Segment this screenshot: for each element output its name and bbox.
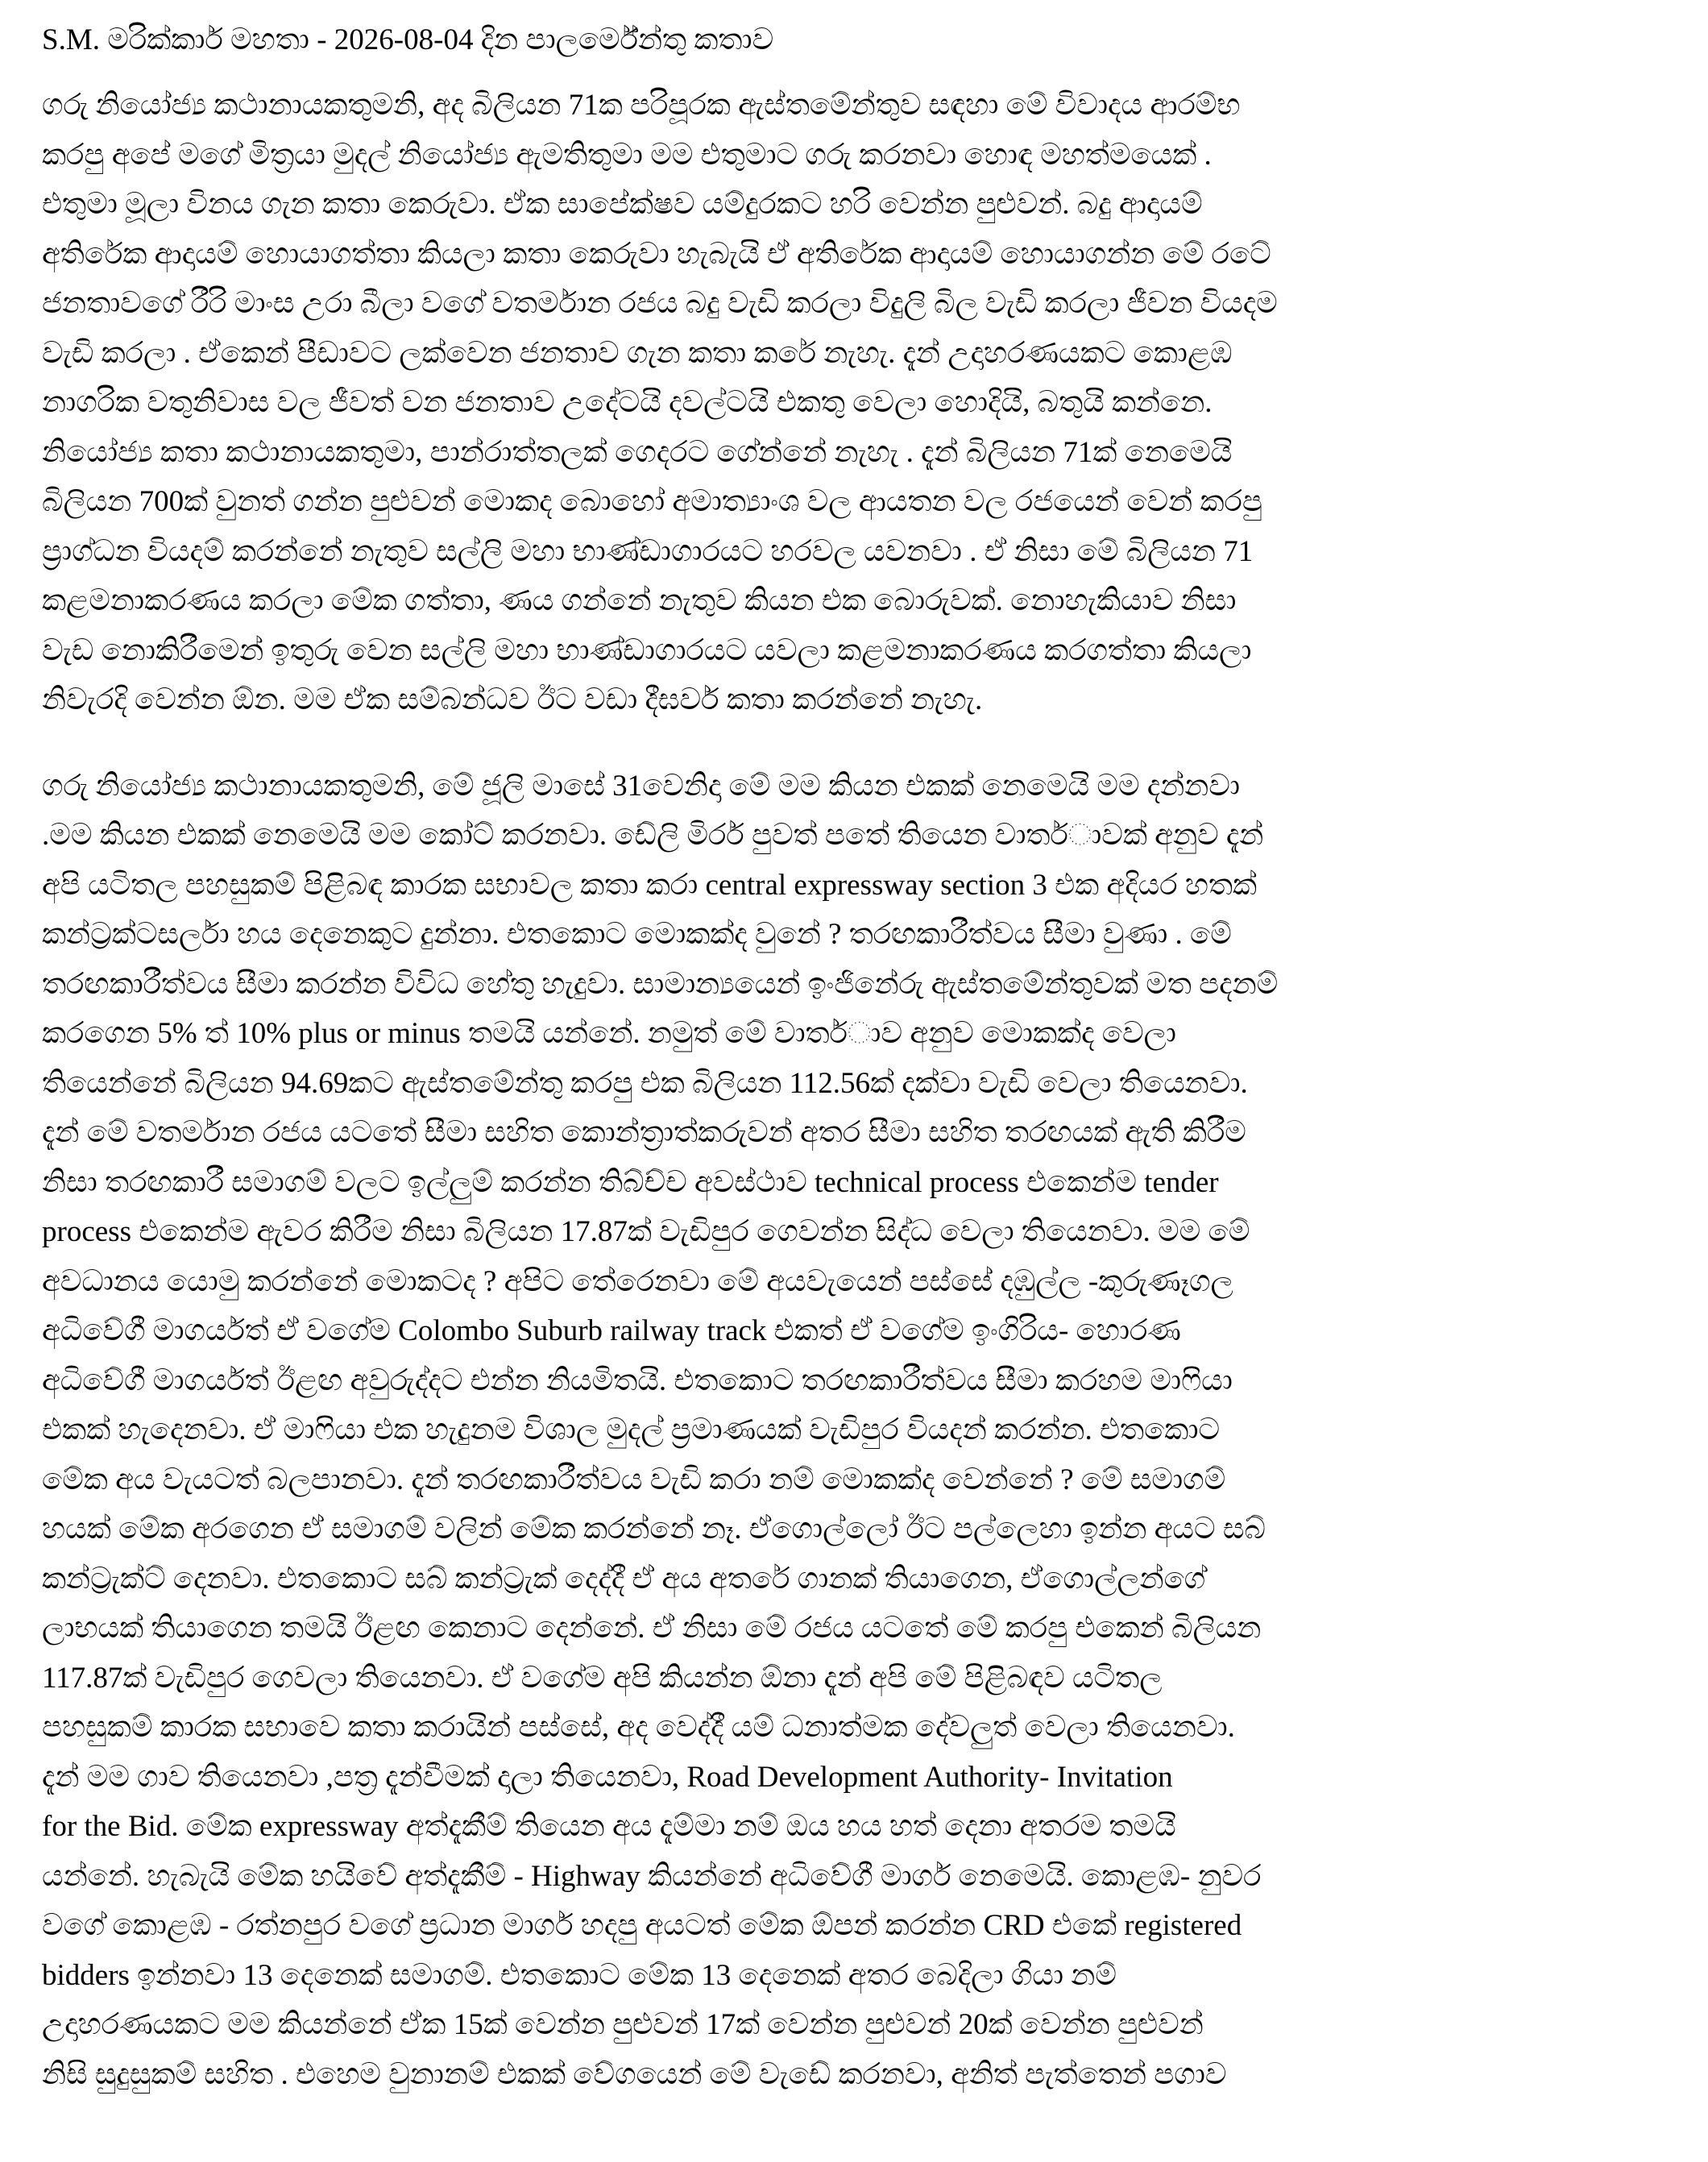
- paragraph-line: හයක් මේක අරගෙන ඒ සමාගම් වලින් මේක කරන්නේ නෑ. ඒගොල්ලෝ ඊට පල්ලෙහා ඉන්න අයට සබ්: [42, 1513, 1266, 1546]
- paragraph-line: bidders ඉන්නවා 13 දෙනෙක් සමාගම්. එතකොට මේක 13 දෙනෙක් අතර බෙදිලා ගියා නම්: [42, 1958, 1117, 1992]
- paragraph-line: කරගෙන 5% ත් 10% plus or minus තමයි යන්නේ. නමුත් මේ වාතර්ාව අනුව මොකක්ද වෙලා: [42, 1017, 1176, 1050]
- paragraph-line: කළමනාකරණය කරලා මේක ගත්තා, ණය ගන්නේ නැතුව කියන එක බොරුවක්. නොහැකියාව නිසා: [42, 584, 1237, 617]
- paragraph-line: වැඩි කරලා . ඒකෙන් පීඩාවට ලක්වෙන ජනතාව ගැන කතා කරේ නැහැ. දැන් උදාහරණයකට කොළඹ: [42, 336, 1233, 370]
- paragraph-line: 117.87ක් වැඩිපුර ගෙවලා තියෙනවා. ඒ වගේම අපි කියන්න ඕනා දැන් අපි මේ පිළිබඳව යටිතල: [42, 1661, 1163, 1695]
- paragraph-line: මේක අය වැයටත් බලපානවා. දැන් තරඟකාරීත්වය වැඩි කරා නම් මොකක්ද වෙන්නේ ? මේ සමාගම්: [42, 1463, 1226, 1496]
- paragraph-line: පහසුකම් කාරක සභාවෙ කතා කරායින් පස්සේ, අද වෙද්දී යම් ධනාත්මක දේවලුත් වෙලා තියෙනවා.: [42, 1711, 1235, 1744]
- paragraph-line: දැන් මම ගාව තියෙනවා ,පත්‍ර දැන්වීමක් දාලා තියෙනවා, Road Development Authority- Invitation: [42, 1760, 1173, 1794]
- paragraph-line: අධිවේගී මාගර්යත් ඒ වගේම Colombo Suburb railway track එකත් ඒ වගේම ඉංගිරිය- හොරණ: [42, 1314, 1181, 1347]
- paragraph-line: අවධානය යොමු කරන්නේ මොකටද ? අපිට තේරෙනවා මේ අයවැයෙන් පස්සේ දඹුල්ල -කුරුණෑගල: [42, 1264, 1233, 1298]
- paragraph-line: නිසි සුදුසුකම් සහිත . එහෙම වුනානම් එකක් වේගයෙන් මේ වැඩේ කරනවා, අනිත් පැත්තෙන් පගාව: [42, 2057, 1227, 2091]
- paragraph-line: වැඩ නොකිරීමෙන් ඉතුරු වෙන සල්ලි මහා භාණ්ඩාගාරයට යවලා කළමනාකරණය කරගත්තා කියලා: [42, 633, 1252, 667]
- paragraph-line: ලාභයක් තියාගෙන තමයි ඊළඟ කෙනාට දෙන්නේ. ඒ නිසා මේ රජය යටතේ මේ කරපු එකෙන් බිලියන: [42, 1612, 1262, 1645]
- paragraph-2: [42, 761, 1660, 2100]
- paragraph-line: බිලියන 700ක් වුනත් ගන්න පුළුවන් මොකද බොහෝ අමාත්‍යාංශ වල ආයතන වල රජයෙන් වෙන් කරපු: [42, 485, 1262, 518]
- paragraph-line: for the Bid. මේක expressway අත්දැකීම් තියෙන අය දැම්මා නම් ඔය හය හත් දෙනා අතරම තමයි: [42, 1810, 1176, 1843]
- paragraph-line: .මම කියන එකක් නෙමෙයි මම කෝට් කරනවා. ඩේලි මිරර් පුවත් පතේ තියෙන වාතර්ාවක් අනුව දැන්: [42, 819, 1264, 852]
- paragraph-line: අධිවේගී මාගර්යත් ඊළඟ අවුරුද්දට එන්න නියමිතයි. එතකොට තරඟකාරීත්වය සීමා කරහම මාෆියා: [42, 1363, 1233, 1397]
- paragraph-line: කරපු අපේ මගේ මිත්‍රයා මුදල් නියෝජ්‍ය ඇමතිතුමා මම එතුමාට ගරු කරනවා හොඳ මහත්මයෙක් .: [42, 138, 1212, 172]
- paragraph-line: කන්ට්‍රක්ටසර්ලා හය දෙනෙකුට දුන්නා. එතකොට මොකක්ද වුනේ ? තරඟකාරීත්වය සීමා වුණා . මේ: [42, 918, 1232, 951]
- paragraph-line: process එකෙන්ම ඇවර කිරීම නිසා බිලියන 17.87ක් වැඩිපුර ගෙවන්න සිද්ධ වෙලා තියෙනවා. මම මේ: [42, 1215, 1250, 1248]
- paragraph-1: [42, 81, 1660, 725]
- paragraph-line: නිසා තරඟකාරී සමාගම් වලට ඉල්ලුම් කරන්න තිබ්ච්ච අවස්ථාව technical process එකෙන්ම tender: [42, 1165, 1219, 1199]
- paragraph-line: එතුමා මූලා විනය ගැන කතා කෙරුවා. ඒක සාපේක්ෂව යම්දුරකට හරි වෙන්න පුළුවන්. බදු ආදායම්: [42, 188, 1203, 221]
- paragraph-line: එකක් හැදෙනවා. ඒ මාෆියා එක හැදුනම විශාල මුදල් ප්‍රමාණයක් වැඩිපුර වියදන් කරන්න. එතකොට: [42, 1413, 1221, 1446]
- paragraph-line: තරඟකාරීත්වය සීමා කරන්න විවිධ හේතු හැදුවා. සාමාන්‍යයෙන් ඉංජිනේරු ඇස්තමේන්තුවක් මත පදනම්: [42, 967, 1279, 1001]
- paragraph-line: කන්ට්‍රැක්ට් දෙනවා. එතකොට සබ් කන්ට්‍රැක් දෙද්දී ඒ අය අතරේ ගානක් තියාගෙන, ඒගොල්ලන්ගේ: [42, 1562, 1206, 1596]
- document-title: S.M. මරික්කාර් මහතා - 2026-08-04 දින පාලර්මේන්තු කතාව: [42, 23, 774, 56]
- paragraph-line: උදාහරණයකට මම කියන්නේ ඒක 15ක් වෙන්න පුළුවන් 17ක් වෙන්න පුළුවන් 20ක් වෙන්න පුළුවන්: [42, 2008, 1204, 2041]
- paragraph-line: නාගරික වතුනිවාස වල ජීවත් වන ජනතාව උදේටයි දවල්ටයි එකතු වෙලා හොදියි, බතුයි කන්නෙ.: [42, 386, 1213, 419]
- paragraph-line: තියෙන්නේ බිලියන 94.69කට ඇස්තමේන්තු කරපු එක බිලියන 112.56ක් දක්වා වැඩි වෙලා තියෙනවා.: [42, 1066, 1248, 1100]
- paragraph-line: ගරු නියෝජ්‍ය කථානායකතුමනි, අද බිලියන 71ක පරිපූරක ඇස්තමේන්තුව සඳහා මේ විවාදය ආරම්භ: [42, 89, 1241, 122]
- paragraph-line: ප්‍රාග්ධන වියදම් කරන්නේ නැතුව සල්ලි මහා භාණ්ඩාගාරයට හරවල යවනවා . ඒ නිසා මේ බිලියන 71: [42, 534, 1254, 568]
- paragraph-line: අතිරේක ආදායම් හොයාගත්තා කියලා කතා කෙරුවා හැබැයි ඒ අතිරේක ආදායම් හොයාගන්න මේ රටේ: [42, 237, 1271, 271]
- paragraph-line: ගරු නියෝජ්‍ය කථානායකතුමනි, මේ ජූලි මාසේ 31වෙනිදා මේ මම කියන එකක් නෙමෙයි මම දන්නවා: [42, 769, 1241, 803]
- paragraph-line: දැන් මේ වතර්මාන රජය යටතේ සීමා සහිත කොන්ත්‍රාත්කරුවන් අතර සීමා සහිත තරඟයක් ඇති කිරීම: [42, 1116, 1246, 1149]
- paragraph-line: ජනතාවගේ රීරි මාංස උරා බීලා වගේ වතර්මාන රජය බදු වැඩි කරලා විදුලි බිල වැඩි කරලා ජීවන වියදම: [42, 287, 1278, 320]
- paragraph-line: යන්නේ. හැබැයි මේක හයිවේ අත්දැකීම් - Highway කියන්නේ අධිවේගී මාගර් නෙමෙයි. කොළඹ- නුවර: [42, 1859, 1262, 1893]
- paragraph-line: අපි යටිතල පහසුකම් පිළිබඳ කාරක සභාවල කතා කරා central expressway section 3 එක අදියර හතක්: [42, 868, 1258, 902]
- paragraph-line: නියෝජ්‍ය කතා කථානායකතුමා, පාන්රාත්තලක් ගෙදරට ගේන්නේ නැහැ . දැන් බිලියන 71ක් නෙමෙයි: [42, 435, 1233, 469]
- paragraph-line: නිවැරදි වෙන්න ඕන. මම ඒක සම්බන්ධව ඊට වඩා දීඝර්ව කතා කරන්නේ නැහැ.: [42, 683, 983, 716]
- paragraph-gap: [42, 725, 1660, 761]
- paragraph-line: වගේ කොළඹ - රත්නපුර වගේ ප්‍රධාන මාගර් හදපු අයටත් මේක ඕපන් කරන්න CRD එකේ registered: [42, 1909, 1242, 1942]
